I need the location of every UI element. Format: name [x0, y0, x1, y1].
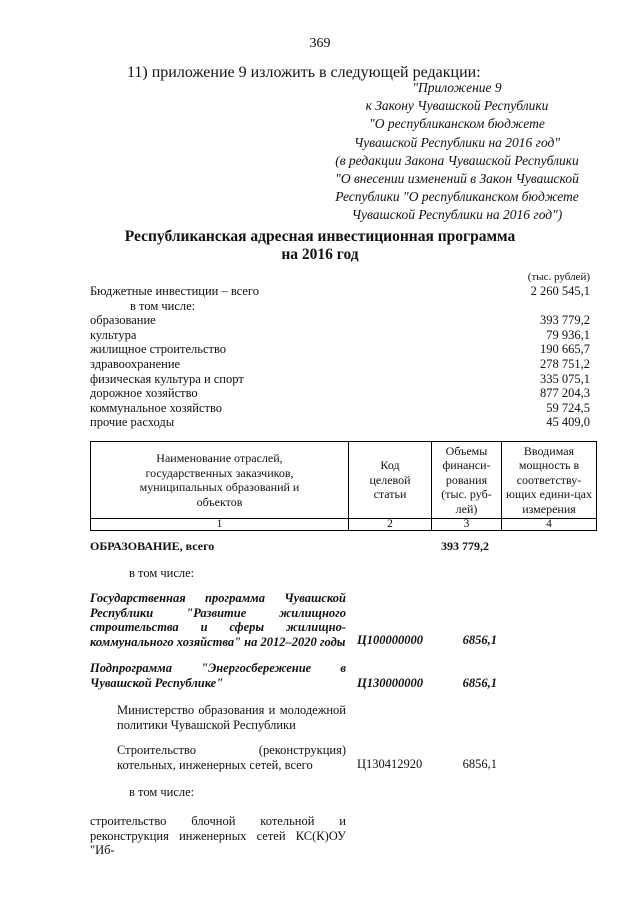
- summary-value: 335 075,1: [540, 371, 590, 386]
- summary-label: образование: [90, 313, 156, 328]
- column-number: 4: [502, 519, 597, 531]
- subprogram-code: Ц130000000: [357, 676, 423, 690]
- column-number: 2: [349, 519, 432, 531]
- summary-label: дорожное хозяйство: [90, 386, 198, 401]
- summary-label: физическая культура и спорт: [90, 371, 244, 386]
- appendix-header-line: "О внесении изменений в Закон Чувашской: [335, 171, 579, 187]
- title-line: на 2016 год: [281, 246, 359, 263]
- title-line: Республиканская адресная инвестиционная программа: [124, 228, 516, 245]
- summary-row: [90, 342, 590, 357]
- summary-value: 278 751,2: [540, 357, 590, 371]
- summary-label: прочие расходы: [90, 415, 175, 430]
- investment-table: [90, 441, 597, 531]
- document-title: [0, 228, 640, 264]
- subprogram-name: Подпрограмма "Энергосбережение в Чувашской Республике": [90, 661, 346, 690]
- summary-label: в том числе:: [130, 298, 196, 313]
- summary-label: здравоохранение: [90, 357, 181, 371]
- ministry-name: Министерство образования и молодежной политики Чувашской Республики: [117, 703, 346, 732]
- construction-code: Ц130412920: [357, 757, 423, 771]
- summary-value: 190 665,7: [540, 342, 590, 357]
- appendix-header-line: (в редакции Закона Чувашской Республики: [335, 152, 579, 168]
- appendix-header: [318, 79, 596, 225]
- including-label: в том числе:: [129, 785, 195, 799]
- summary-total-row: [90, 284, 590, 299]
- unit-note: (тыс. рублей): [527, 271, 590, 283]
- summary-value: 2 260 545,1: [530, 284, 590, 298]
- appendix-header-line: "О республиканском бюджете: [369, 116, 545, 132]
- summary-label: культура: [90, 327, 137, 342]
- page-number: 369: [309, 36, 331, 51]
- summary-label: коммунальное хозяйство: [90, 400, 223, 415]
- object-name: строительство блочной котельной и реконструкция инженерных сетей КС(К)ОУ "Иб-: [90, 814, 346, 857]
- summary-row: [90, 357, 590, 372]
- amendment-instruction: 11) приложение 9 изложить в следующей редакции:: [127, 64, 481, 81]
- header-amount: Объемы финанси-рования (тыс. руб-лей): [432, 442, 502, 519]
- summary-value: 45 409,0: [546, 415, 590, 430]
- appendix-header-line: Чувашской Республики на 2016 год"): [351, 207, 563, 223]
- state-program-code: Ц100000000: [357, 633, 423, 647]
- summary-value: 393 779,2: [540, 313, 590, 328]
- education-total-amount: 393 779,2: [441, 539, 489, 553]
- summary-value: 59 724,5: [546, 400, 590, 415]
- appendix-header-line: Республики "О республиканском бюджете: [335, 189, 579, 205]
- appendix-header-line: "Приложение 9: [412, 80, 502, 95]
- state-program-name: Государственная программа Чувашской Республики "Развитие жилищного строительства и сферы жилищно-коммунального хозяйства" на 2012–2020 годы: [90, 591, 346, 649]
- summary-including: [90, 299, 590, 314]
- subprogram-amount: 6856,1: [462, 676, 497, 690]
- summary-row: [90, 328, 590, 343]
- summary-row: [90, 372, 590, 387]
- appendix-header-line: к Закону Чувашской Республики: [365, 98, 549, 114]
- column-number: 1: [91, 519, 349, 531]
- header-capacity: Вводимая мощность в соответству-ющих едини-цах измерения: [502, 442, 597, 519]
- construction-amount: 6856,1: [462, 757, 497, 771]
- summary-value: 877 204,3: [540, 386, 590, 401]
- appendix-header-line: Чувашской Республики на 2016 год": [353, 134, 561, 150]
- summary-row: [90, 313, 590, 328]
- summary-value: 79 936,1: [546, 327, 590, 342]
- header-name: Наименование отраслей, государственных заказчиков, муниципальных образований и объектов: [91, 442, 349, 519]
- summary-row: [90, 415, 590, 430]
- education-total-label: ОБРАЗОВАНИЕ, всего: [90, 539, 215, 553]
- summary-label: жилищное строительство: [90, 342, 227, 357]
- header-code: Код целевой статьи: [349, 442, 432, 519]
- summary-row: [90, 386, 590, 401]
- state-program-amount: 6856,1: [462, 633, 497, 647]
- column-number: 3: [432, 519, 502, 531]
- summary-label: Бюджетные инвестиции – всего: [90, 284, 259, 298]
- construction-label: Строительство (реконструкция) котельных, инженерных сетей, всего: [117, 743, 346, 772]
- summary-row: [90, 401, 590, 416]
- including-label: в том числе:: [129, 566, 195, 580]
